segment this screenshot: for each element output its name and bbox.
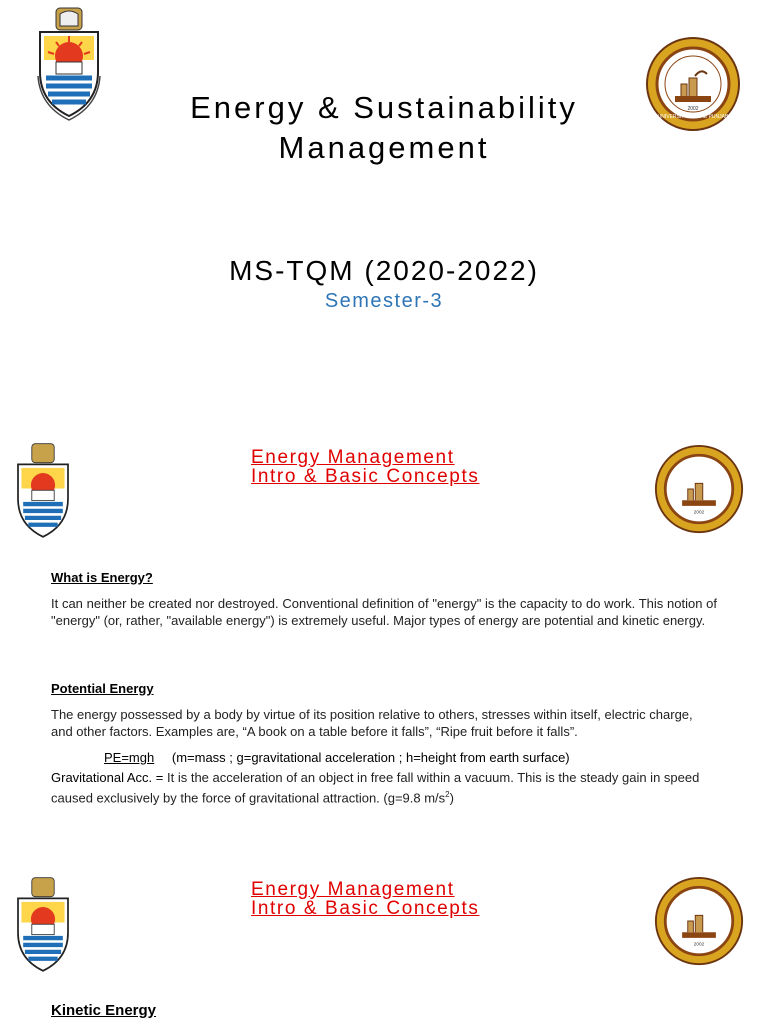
section-title-line-2: Intro & Basic Concepts	[251, 466, 480, 487]
gravitational-acc-close: )	[449, 790, 454, 806]
svg-text:2002: 2002	[693, 941, 705, 947]
title-line-1: Energy & Sustainability	[190, 90, 578, 125]
section-title-line-1: Energy Management	[251, 879, 455, 900]
svg-text:2002: 2002	[693, 509, 705, 515]
slide-3	[0, 866, 768, 1024]
presentation-title	[0, 88, 768, 168]
gravitational-acc-sup: 2	[445, 790, 450, 799]
title-line-2: Management	[278, 130, 490, 165]
pe-formula-note: (m=mass ; g=gravitational acceleration ; h=height from earth surface)	[171, 750, 570, 765]
gravitational-acc-desc: It is the acceleration of an object in free fall within a vacuum. This is the steady gain in speed caused exclusively by the force of gravitational attraction. (g=9.8 m/s	[51, 770, 700, 806]
potential-energy-formula-row	[51, 750, 717, 765]
what-is-energy-text: It can neither be created nor destroyed. Conventional definition of "energy" is the capacity to do work. This notion of "energy" (or, rather, "available energy") is extremely useful. Major types of energy are potential and kinetic energy.	[51, 596, 717, 628]
gravitational-acc-label: Gravitational Acc. =	[51, 770, 164, 785]
section-title	[251, 448, 479, 486]
semester-label: Semester-3	[324, 290, 444, 312]
kinetic-energy-block	[51, 1002, 717, 1019]
iqtm-seal-logo	[654, 876, 744, 966]
potential-energy-heading: Potential Energy	[51, 681, 154, 696]
potential-energy-block	[51, 681, 717, 806]
university-crest-logo	[12, 442, 74, 542]
section-title-line-2: Intro & Basic Concepts	[251, 898, 480, 919]
slide-1	[0, 0, 768, 400]
pe-formula: PE=mgh	[104, 750, 155, 765]
kinetic-energy-heading: Kinetic Energy	[51, 1002, 157, 1019]
gravitational-acc-text	[51, 769, 717, 806]
what-is-energy-heading: What is Energy?	[51, 570, 153, 585]
what-is-energy-block	[51, 570, 717, 629]
potential-energy-text: The energy possessed by a body by virtue of its position relative to others, stresses within itself, electric charge, and other factors. Examples are, “A book on a table before it falls”, “Ripe fruit before it falls”.	[51, 707, 693, 739]
svg-text:2002: 2002	[687, 106, 699, 112]
svg-text:UNIVERSITY OF THE PUNJAB: UNIVERSITY OF THE PUNJAB	[657, 114, 729, 120]
section-title-line-1: Energy Management	[251, 447, 455, 468]
university-crest-logo	[12, 876, 74, 976]
program-subtitle: MS-TQM (2020-2022)	[229, 255, 539, 286]
slide-2	[0, 430, 768, 850]
iqtm-seal-logo	[654, 444, 744, 534]
section-title	[251, 880, 479, 918]
